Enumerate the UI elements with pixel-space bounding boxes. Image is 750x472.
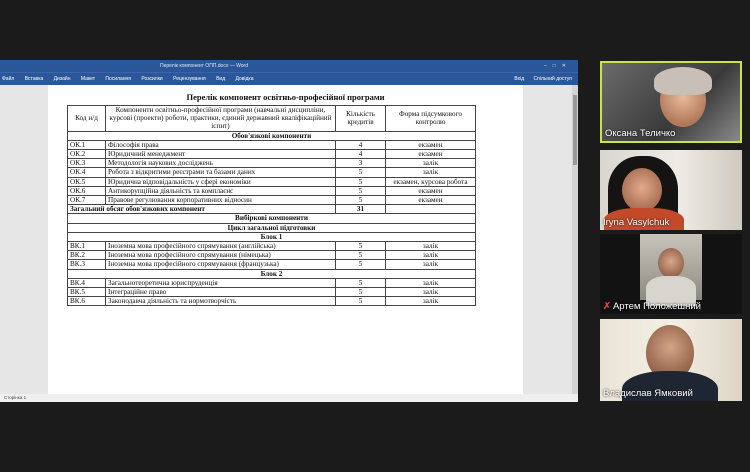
video-frame [640, 234, 702, 300]
row-code: ОК.3 [68, 159, 106, 168]
row-code: ОК.7 [68, 196, 106, 205]
row-credits: 5 [336, 288, 386, 297]
row-name: Правове регулювання корпоративних відносин [106, 196, 336, 205]
participant-name: Iryna Vasylchuk [603, 217, 670, 228]
header-code: Код н/д [68, 106, 106, 132]
row-control: залік [386, 278, 476, 287]
title-bar [0, 60, 578, 72]
vertical-scrollbar[interactable] [572, 85, 578, 394]
muted-mic-icon: ✗ [603, 301, 611, 312]
avatar [658, 248, 684, 278]
row-control: залік [386, 288, 476, 297]
row-control: залік [386, 168, 476, 177]
row-credits: 5 [336, 278, 386, 287]
document-canvas[interactable] [0, 85, 578, 394]
row-control: екзамен [386, 186, 476, 195]
row-control: екзамен [386, 150, 476, 159]
components-table [67, 105, 476, 306]
row-credits: 5 [336, 186, 386, 195]
table-row [68, 260, 476, 269]
table-row [68, 186, 476, 195]
tab-file[interactable]: Файл [2, 76, 15, 82]
participant-tile[interactable] [600, 61, 742, 143]
document-page[interactable] [48, 85, 523, 394]
avatar [654, 67, 712, 95]
row-code: ОК.4 [68, 168, 106, 177]
table-row [68, 150, 476, 159]
row-code: ОК.1 [68, 140, 106, 149]
participant-label [603, 301, 701, 312]
section-mandatory: Обов'язкові компоненти [68, 131, 476, 140]
block-1-header: Блок 1 [68, 232, 476, 241]
window-controls[interactable]: –□✕ [544, 63, 572, 69]
row-name: Юридичний менеджмент [106, 150, 336, 159]
row-code: ОК.6 [68, 186, 106, 195]
tab-mailings[interactable]: Розсилки [141, 76, 163, 82]
total-value: 31 [336, 205, 386, 214]
tab-references[interactable]: Посилання [105, 76, 132, 82]
tab-insert[interactable]: Вставка [24, 76, 44, 82]
row-credits: 3 [336, 159, 386, 168]
row-code: ВК.4 [68, 278, 106, 287]
row-code: ВК.5 [68, 288, 106, 297]
header-components: Компоненти освітньо-професійної програми (навчальні дисципліни, курсові (проекти) роботи, практики, єдиний державний кваліфікаційний іспит) [106, 106, 336, 132]
window-title: Перелік компонент ОПП.docx — Word [160, 63, 248, 69]
table-row [68, 251, 476, 260]
row-name: Робота з відкритими реєстрами та базами даних [106, 168, 336, 177]
tab-view[interactable]: Вид [216, 76, 226, 82]
header-control: Форма підсумкового контролю [386, 106, 476, 132]
row-name: Антикорупційна діяльність та комплаєнс [106, 186, 336, 195]
row-credits: 5 [336, 297, 386, 306]
table-row [68, 168, 476, 177]
row-credits: 5 [336, 177, 386, 186]
row-name: Законодавча діяльність та нормотворчість [106, 297, 336, 306]
total-label: Загальний обсяг обов'язкових компонент [68, 205, 336, 214]
status-page: Сторінка 1 [4, 395, 27, 400]
participant-name: Владислав Ямковий [603, 388, 693, 399]
participant-tile[interactable] [600, 319, 742, 401]
total-row [68, 205, 476, 214]
row-code: ОК.2 [68, 150, 106, 159]
row-code: ОК.5 [68, 177, 106, 186]
tab-layout[interactable]: Макет [80, 76, 96, 82]
table-row [68, 140, 476, 149]
sign-in-button[interactable]: Вхід [514, 76, 525, 82]
document-title: Перелік компонент освітньо-професійної програми [186, 92, 385, 102]
table-row [68, 278, 476, 287]
ribbon [0, 72, 578, 86]
row-code: ВК.1 [68, 242, 106, 251]
row-control: залік [386, 242, 476, 251]
tab-help[interactable]: Довідка [235, 76, 254, 82]
block-2-header: Блок 2 [68, 269, 476, 278]
row-control: залік [386, 260, 476, 269]
row-name: Іноземна мова професійного спрямування (німецька) [106, 251, 336, 260]
scrollbar-thumb[interactable] [573, 95, 577, 165]
row-code: ВК.6 [68, 297, 106, 306]
participant-tile[interactable] [600, 234, 742, 314]
tab-review[interactable]: Рецензування [173, 76, 206, 82]
row-code: ВК.3 [68, 260, 106, 269]
table-row [68, 297, 476, 306]
row-control: залік [386, 159, 476, 168]
status-bar [0, 394, 578, 402]
row-credits: 5 [336, 168, 386, 177]
tab-design[interactable]: Дизайн [53, 76, 71, 82]
row-control: екзамен [386, 140, 476, 149]
row-control: екзамен, курсова робота [386, 177, 476, 186]
row-credits: 4 [336, 140, 386, 149]
row-name: Філософія права [106, 140, 336, 149]
table-row [68, 242, 476, 251]
row-credits: 4 [336, 150, 386, 159]
row-name: Іноземна мова професійного спрямування (англійська) [106, 242, 336, 251]
row-credits: 5 [336, 242, 386, 251]
participant-name: Артем Положешний [612, 301, 701, 312]
row-credits: 5 [336, 260, 386, 269]
table-row [68, 288, 476, 297]
section-elective: Вибіркові компоненти [68, 214, 476, 223]
row-control: залік [386, 251, 476, 260]
table-row [68, 177, 476, 186]
participant-tile[interactable] [600, 150, 742, 230]
section-cycle: Цикл загальної підготовки [68, 223, 476, 232]
table-row [68, 159, 476, 168]
share-button[interactable]: Спільний доступ [533, 76, 572, 82]
row-credits: 5 [336, 251, 386, 260]
word-window [0, 60, 578, 402]
row-name: Іноземна мова професійного спрямування (французька) [106, 260, 336, 269]
row-control: екзамен [386, 196, 476, 205]
row-name: Юридична відповідальність у сфері економіки [106, 177, 336, 186]
participant-name: Оксана Теличко [605, 128, 676, 139]
header-credits: Кількість кредитів [336, 106, 386, 132]
table-header-row [68, 106, 476, 132]
row-credits: 5 [336, 196, 386, 205]
row-name: Загальнотеоретична юриспруденція [106, 278, 336, 287]
row-name: Методологія наукових досліджень [106, 159, 336, 168]
avatar [622, 168, 662, 212]
row-code: ВК.2 [68, 251, 106, 260]
row-control: залік [386, 297, 476, 306]
table-row [68, 196, 476, 205]
row-name: Інтеграційне право [106, 288, 336, 297]
